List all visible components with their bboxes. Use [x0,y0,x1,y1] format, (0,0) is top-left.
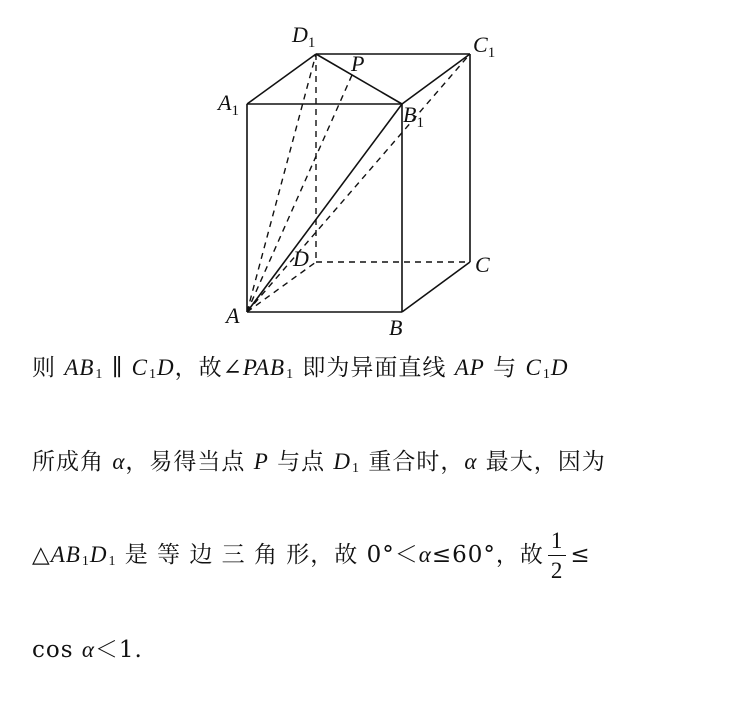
edge-BC [402,262,470,312]
math-AB1D1: AB [50,541,81,567]
subscript: 1 [81,553,90,569]
text-fragment: ≤60°，故 [431,541,544,568]
math-alpha: α [464,449,478,474]
subscript: 1 [542,367,551,382]
text-fragment: cos [32,637,82,663]
segment-AC1 [247,54,470,312]
edge-B1C1 [402,54,470,104]
math-C1D: C [525,355,542,380]
text-fragment: 即为异面直线 [294,355,455,381]
label-D: D [293,246,309,271]
segment-AD1 [247,54,316,312]
math-D: D [157,355,175,380]
label-C: C [475,252,490,277]
text-fragment: 与 [484,355,526,381]
text-fragment: 与点 [268,449,334,475]
cuboid-figure [0,0,742,340]
fraction-denominator: 2 [550,558,564,584]
math-alpha: α [418,541,432,567]
subscript: 1 [352,461,361,476]
label-C1: $C_1$ [473,32,496,61]
subscript: 1 [149,367,158,382]
label-B1: $B_1$ [403,102,424,131]
text-fragment: ＜1. [94,637,143,663]
text-fragment: ，故∠ [174,355,243,381]
math-alpha: α [112,449,126,474]
edge-A1D1 [247,54,316,104]
subscript: 1 [286,367,295,382]
subscript: 1 [95,367,104,382]
solution-line-4 [32,638,143,662]
text-fragment: 所成角 [32,449,113,475]
parallel-symbol: ∥ [103,355,132,381]
label-A: A [226,303,240,328]
text-fragment: 最大，因为 [477,449,606,475]
text-fragment: ≤ [570,541,591,568]
math-PAB1: PAB [242,355,286,380]
segment-AB1 [247,104,402,312]
label-A1: $A_1$ [218,90,239,119]
label-B: B [389,315,403,340]
solution-line-2 [32,450,606,476]
math-AB1: AB [64,355,95,380]
text-fragment: 重合时， [360,449,465,475]
text-fragment: ，易得当点 [125,449,254,475]
label-P: P [351,51,365,76]
fraction-one-half [548,528,567,584]
solution-line-1 [32,356,568,382]
math-P: P [253,449,269,474]
fraction-numerator: 1 [548,528,567,556]
math-C1D: C [131,355,149,380]
subscript: 1 [108,553,117,569]
text-fragment: 则 [32,355,65,381]
math-D1: D [333,449,352,474]
math-D1: D [89,541,108,567]
triangle-symbol: △ [32,541,51,568]
label-D1: $D_1$ [292,22,316,51]
math-alpha: α [81,637,95,662]
solution-line-3 [32,528,591,584]
text-fragment: 是 等 边 三 角 形，故 0°＜ [116,541,419,568]
math-D: D [550,355,569,380]
math-AP: AP [454,355,485,380]
